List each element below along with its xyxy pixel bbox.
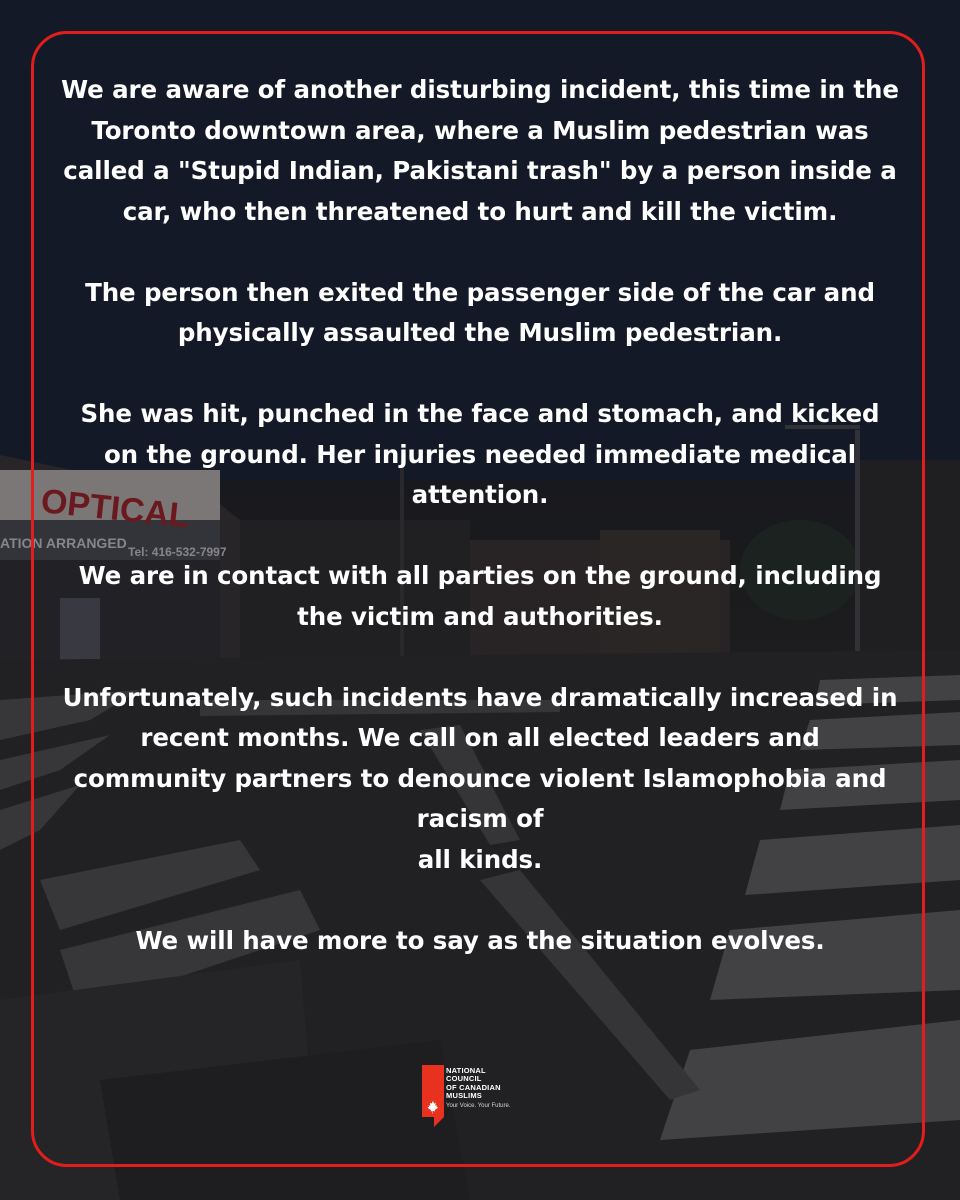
store-sign-text: OPTICAL (39, 482, 192, 536)
statement-paragraph-6: We will have more to say as the situation evolves. (135, 925, 825, 955)
store-sign-line: ATION ARRANGED (0, 535, 127, 551)
maple-leaf-icon (422, 1065, 444, 1143)
statement-paragraph-1: We are aware of another disturbing incident, this time in the Toronto downtown area, where a Muslim pedestrian was called a "Stupid Indian, Pakistani trash" by a person inside a car, who then threatened to hurt and kill the victim. (61, 75, 899, 226)
nccm-logo (422, 1065, 552, 1143)
statement-paragraph-2: The person then exited the passenger side of the car and physically assaulted the Muslim pedestrian. (85, 277, 875, 347)
statement-text (60, 70, 900, 961)
logo-tagline: Your Voice. Your Future. (446, 1103, 511, 1109)
logo-line-4: MUSLIMS (446, 1091, 482, 1101)
logo-wordmark (446, 1067, 501, 1101)
statement-paragraph-4: We are in contact with all parties on the ground, including the victim and authorities. (78, 561, 882, 631)
logo-line-3: OF CANADIAN (446, 1082, 501, 1092)
logo-line-1: NATIONAL (446, 1066, 486, 1075)
statement-paragraph-5-continuation: all kinds. (417, 844, 543, 874)
statement-paragraph-3: She was hit, punched in the face and stomach, and kicked on the ground. Her injuries needed immediate medical attention. (80, 399, 880, 509)
statement-paragraph-5 (60, 678, 900, 881)
logo-line-2: COUNCIL (446, 1074, 482, 1084)
statement-paragraph-5-text: Unfortunately, such incidents have dramatically increased in recent months. We call on all elected leaders and community partners to denounce violent Islamophobia and racism of (62, 682, 898, 833)
store-sign-phone: Tel: 416-532-7997 (128, 545, 227, 559)
